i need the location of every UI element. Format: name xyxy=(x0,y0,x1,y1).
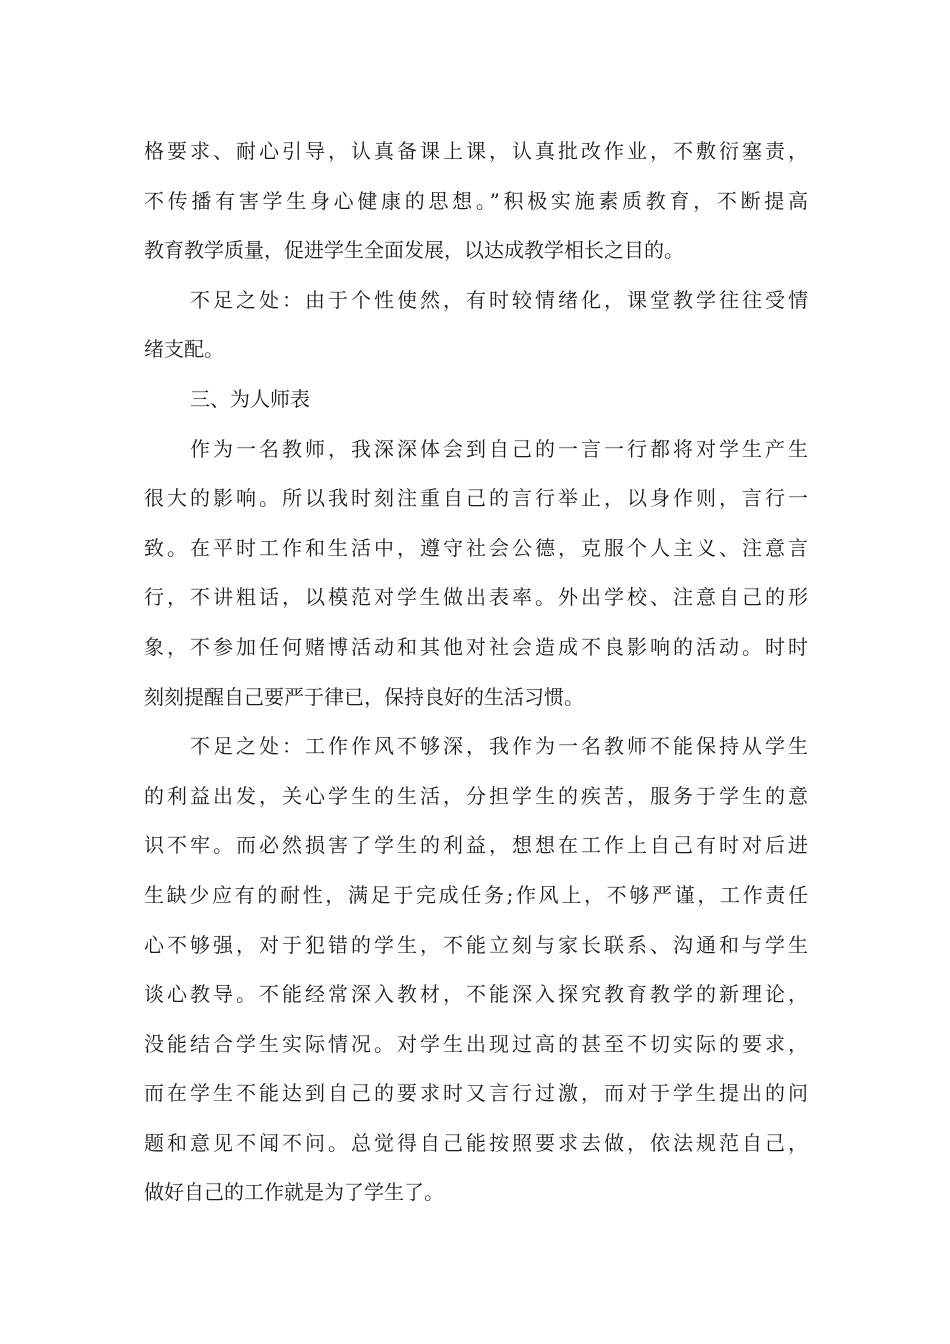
section-heading-role-model xyxy=(144,375,808,425)
text-line: 行，不讲粗话，以模范对学生做出表率。外出学校、注意自己的形 xyxy=(144,585,808,610)
paragraph-shortcoming-work-style xyxy=(144,722,808,1218)
text-line: 很大的影响。所以我时刻注重自己的言行举止，以身作则，言行一 xyxy=(144,486,808,511)
paragraph-shortcoming-emotion xyxy=(144,276,808,375)
text-line: 生缺少应有的耐性，满足于完成任务;作风上，不够严谨，工作责任 xyxy=(144,882,808,907)
text-line: 绪支配。 xyxy=(144,337,224,362)
document-body xyxy=(144,127,808,1218)
text-line: 作为一名教师，我深深体会到自己的一言一行都将对学生产生 xyxy=(190,436,808,461)
text-line: 题和意见不闻不问。总觉得自己能按照要求去做，依法规范自己， xyxy=(144,1130,808,1155)
text-line: 刻刻提醒自己要严于律已，保持良好的生活习惯。 xyxy=(144,684,584,709)
text-line: 的利益出发，关心学生的生活，分担学生的疾苦，服务于学生的意 xyxy=(144,783,808,808)
text-line: 而在学生不能达到自己的要求时又言行过激，而对于学生提出的问 xyxy=(144,1081,808,1106)
text-line: 格要求、耐心引导，认真备课上课，认真批改作业，不敷衍塞责， xyxy=(144,139,808,163)
text-line: 教育教学质量，促进学生全面发展，以达成教学相长之目的。 xyxy=(144,238,684,263)
text-line: 没能结合学生实际情况。对学生出现过高的甚至不切实际的要求， xyxy=(144,1031,808,1056)
text-line: 致。在平时工作和生活中，遵守社会公德，克服个人主义、注意言 xyxy=(144,535,808,560)
paragraph-quality-education xyxy=(144,127,808,276)
text-line: 不足之处：工作作风不够深，我作为一名教师不能保持从学生 xyxy=(190,734,808,759)
text-line: 不足之处：由于个性使然，有时较情绪化，课堂教学往往受情 xyxy=(190,287,808,312)
text-line: 不传播有害学生身心健康的思想。”积极实施素质教育，不断提高 xyxy=(144,188,808,213)
text-line: 谈心教导。不能经常深入教材，不能深入探究教育教学的新理论， xyxy=(144,982,808,1007)
paragraph-role-model xyxy=(144,425,808,723)
text-line: 做好自己的工作就是为了学生了。 xyxy=(144,1180,444,1205)
section-heading: 三、为人师表 xyxy=(190,386,310,411)
text-line: 象，不参加任何赌博活动和其他对社会造成不良影响的活动。时时 xyxy=(144,634,808,659)
text-line: 心不够强，对于犯错的学生，不能立刻与家长联系、沟通和与学生 xyxy=(144,932,808,957)
text-line: 识不牢。而必然损害了学生的利益，想想在工作上自己有时对后进 xyxy=(144,833,808,858)
